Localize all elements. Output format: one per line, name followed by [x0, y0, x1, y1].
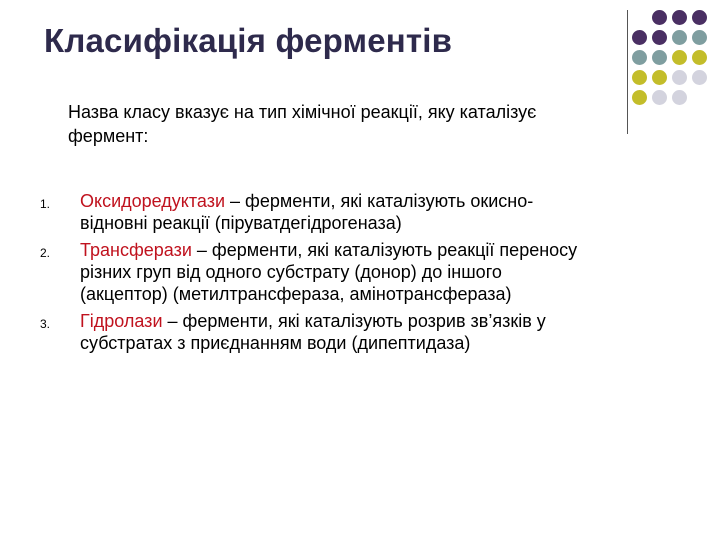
corner-dot-grid: [632, 10, 712, 120]
decorative-dot: [652, 30, 667, 45]
slide-title: Класифікація ферментів: [44, 22, 453, 59]
item-text: відновні реакції (піруватдегідрогеназа): [80, 213, 402, 233]
decorative-dot: [672, 90, 687, 105]
item-text: (акцептор) (метилтрансфераза, амінотрансфераза): [80, 284, 512, 304]
decorative-dot: [632, 50, 647, 65]
decorative-dot: [652, 90, 667, 105]
item-term: Гідролази: [80, 311, 163, 331]
list-number: 2.: [40, 246, 51, 260]
decorative-dot: [652, 50, 667, 65]
list-item-oxidoreductases: [40, 190, 680, 234]
item-text: субстратах з приєднанням води (дипептидаза): [80, 333, 471, 353]
decorative-dot: [632, 30, 647, 45]
item-text: різних груп від одного субстрату (донор) до іншого: [80, 262, 502, 282]
decorative-dot: [692, 70, 707, 85]
intro-line-2: фермент:: [68, 126, 149, 146]
decorative-dot: [672, 30, 687, 45]
list-item-transferases: [40, 239, 680, 305]
decorative-dot: [672, 70, 687, 85]
decorative-dot: [632, 90, 647, 105]
intro-line-1: Назва класу вказує на тип хімічної реакції, яку каталізує: [68, 102, 537, 122]
decorative-dot: [672, 50, 687, 65]
item-text: – ферменти, які каталізують реакції переносу: [191, 240, 578, 260]
list-number: 1.: [40, 197, 51, 211]
decorative-dot: [692, 50, 707, 65]
item-term: Оксидоредуктази: [80, 191, 226, 211]
item-term: Трансферази: [80, 240, 192, 260]
enzyme-class-list: [40, 190, 680, 354]
intro-text: [68, 100, 628, 148]
decorative-dot: [652, 10, 667, 25]
item-text: – ферменти, які каталізують розрив зв’язків у: [162, 311, 546, 331]
decorative-dot: [692, 30, 707, 45]
decorative-dot: [672, 10, 687, 25]
decorative-dot: [652, 70, 667, 85]
list-item-hydrolases: [40, 310, 680, 354]
decorative-dot: [632, 70, 647, 85]
decorative-dot: [692, 10, 707, 25]
item-text: – ферменти, які каталізують окисно-: [225, 191, 534, 211]
list-number: 3.: [40, 317, 51, 331]
